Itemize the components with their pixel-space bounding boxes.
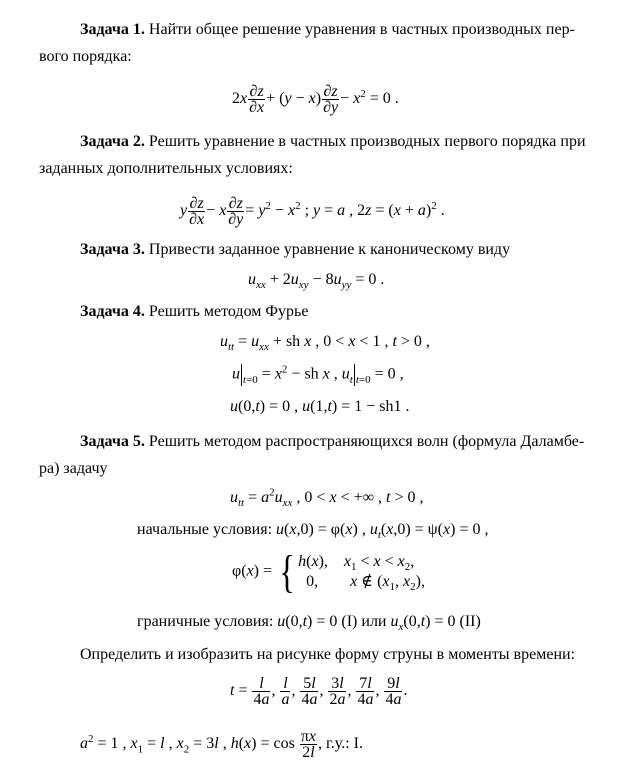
task1-text-line1: Задача 1. Найти общее решение уравнения в частных производных пер- xyxy=(80,21,575,38)
task3-label: Задача 3. xyxy=(80,241,145,258)
task1-equation: 2x $\frac{\partial z}{\partial x}$ + (y − x) $\frac{\partial z}{\partial y}$ − $x^2 = 0$ . xyxy=(232,83,399,116)
task4-eq2: u $_{t=0} = x^2$ − sh x , $u_t$ $_{t=0}$ = 0 , xyxy=(232,363,404,386)
task4-eq3: u(0,t) = 0 , u(1,t) = 1 − sh1 . xyxy=(230,398,410,415)
task2-text-line1: Задача 2. Решить уравнение в частных производных первого порядка при xyxy=(80,133,586,150)
boundary-label: граничные условия: xyxy=(137,613,274,630)
task2-text-line2: заданных дополнительных условиях: xyxy=(39,160,293,177)
task5-text-line2: ра) задачу xyxy=(39,460,108,477)
task3-text: Задача 3. Привести заданное уравнение к каноническому виду xyxy=(80,241,511,258)
task5-text-line1: Задача 5. Решить методом распространяющихся волн (формула Даламбе- xyxy=(80,433,585,450)
task4-eq1: $u_{tt} = u_{xx}$ + sh x , 0 < x < 1 , t > 0 , xyxy=(220,333,430,354)
task5-phi-definition: φ(x) = { h(x), $x_1 < x < x_2$, 0, x ∉ ($x_1$, $x_2$), xyxy=(232,546,425,597)
task5-boundary-conditions: граничные условия: u(0,t) = 0 (I) или $u_x(0,t) = 0$ (II) xyxy=(137,613,481,634)
task5-eq1: $u_{tt} = a^2u_{xx}$ , 0 < x < +∞ , t > 0 , xyxy=(230,486,424,510)
task5-initial-conditions: начальные условия: u(x,0) = φ(x) , $u_t(x,0) = \psi(x) = 0$ , xyxy=(137,521,489,542)
task2-label: Задача 2. xyxy=(80,133,145,150)
task5-times: t = $\frac{l}{4a}$ , $\frac{l}{a}$ , $\frac{5l}{4a}$ , $\frac{3l}{2a}$ , $\frac{7l}{4a}$ , $\frac{9l}{4a}$ . xyxy=(230,675,408,708)
task4-label: Задача 4. xyxy=(80,303,145,320)
task3-equation: $u_{xx} + 2u_{xy} - 8u_{yy} = 0$ . xyxy=(248,271,385,292)
initial-label: начальные условия: xyxy=(137,521,273,538)
task1-text-line2: вого порядка: xyxy=(39,48,132,65)
task5-determine: Определить и изобразить на рисунке форму струны в моменты времени: xyxy=(80,646,576,663)
task4-text: Задача 4. Решить методом Фурье xyxy=(80,303,309,320)
task5-params: $a^2 = 1$ , $x_1 = l$ , $x_2 = 3l$ , h(x) = cos $\frac{\pi x}{2l}$ , г.у.: I. xyxy=(80,728,363,761)
task5-label: Задача 5. xyxy=(80,433,145,450)
task2-equation: y $\frac{\partial z}{\partial x}$ − x $\frac{\partial z}{\partial y}$ = $y^2 - x^2$ ; y = a , $2z = (x + a)^2$ . xyxy=(180,195,445,228)
task1-label: Задача 1. xyxy=(80,21,145,38)
